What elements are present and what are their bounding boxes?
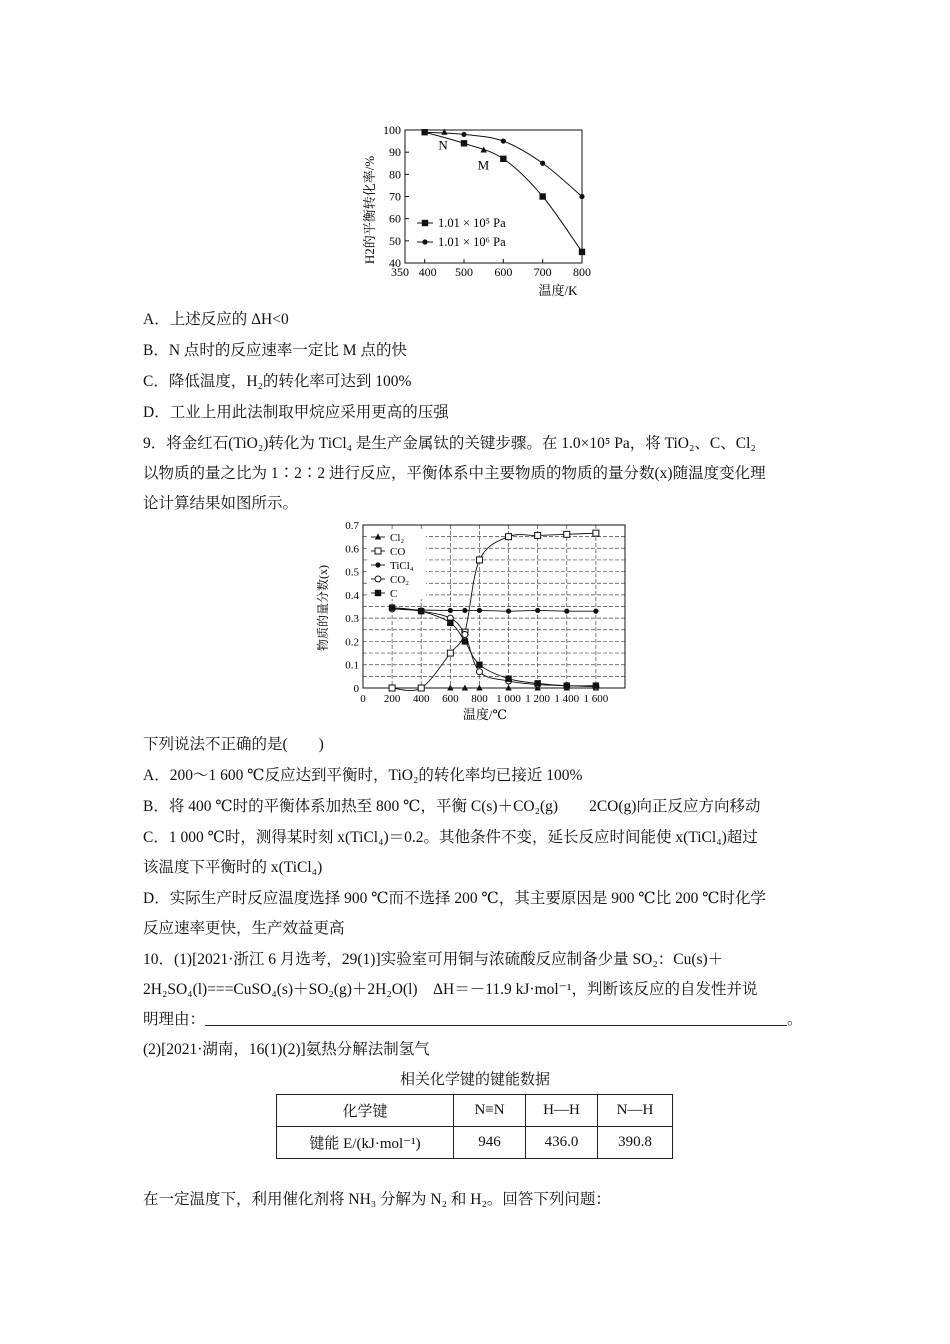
chart2-data-point: [462, 638, 468, 644]
chart2-ytick-label: 0.6: [345, 543, 359, 556]
chart2-legend-marker: [375, 590, 381, 596]
chart2-legend-label: CO₂: [390, 574, 410, 586]
chart2-data-point: [593, 609, 598, 614]
table-cell: 436.0: [526, 1127, 598, 1159]
chart1-ytick-label: 60: [389, 211, 401, 226]
chart1-ytick-label: 80: [389, 167, 401, 182]
q9-option-b: B．将 400 ℃时的平衡体系加热至 800 ℃，平衡 C(s)＋CO₂(g) 2CO(g)向正反应方向移动: [143, 798, 761, 815]
chart2-xtick-label: 1 000: [496, 693, 521, 705]
chart2-ytick-label: 0.2: [345, 636, 359, 649]
chart1-ytick-label: 70: [389, 189, 401, 204]
chart2-data-point: [418, 685, 424, 691]
chart2-data-point: [564, 682, 570, 688]
chart2-ylabel: 物质的量分数(x): [316, 565, 330, 651]
chart1-triangle-point: [480, 146, 486, 152]
q9-option-c-line2: 该温度下平衡时的 x(TiCl₄): [143, 859, 323, 876]
table-caption: 相关化学键的键能数据: [399, 1072, 550, 1088]
chart2-legend: [368, 529, 426, 600]
q9-option-d-line1: D．实际生产时反应温度选择 900 ℃而不选择 200 ℃，其主要原因是 900 ℃比 200 ℃时化学: [143, 890, 767, 907]
chart2-ytick-label: 0.4: [345, 589, 359, 602]
table-header-cell: N≡N: [454, 1095, 526, 1127]
q10-final-line: 在一定温度下，利用催化剂将 NH₃ 分解为 N₂ 和 H₂。回答下列问题：: [143, 1191, 611, 1208]
chart2-data-point: [418, 608, 424, 614]
chart1-data-point: [579, 194, 584, 199]
chart2-legend-label: C: [390, 588, 398, 600]
chart1-legend-marker: [422, 239, 427, 244]
chart1-data-point: [461, 140, 467, 146]
chart2-xtick-label: 1 400: [554, 693, 580, 705]
chart2-xtick-label: 0: [360, 693, 366, 705]
table-header-cell: N—H: [598, 1095, 673, 1127]
q9-option-c-line1: C．1 000 ℃时，测得某时刻 x(TiCl₄)＝0.2。其他条件不变，延长反应时间能使 x(TiCl₄)超过: [143, 829, 758, 846]
chart2-data-point: [535, 608, 540, 613]
q8-option-d: D．工业上用此法制取甲烷应采用更高的压强: [143, 404, 449, 421]
chart2-xtick-label: 200: [383, 693, 401, 705]
chart1-xtick-label: 400: [418, 265, 437, 279]
chart1-xtick-label: 500: [455, 265, 473, 279]
chart2-legend-marker: [375, 548, 381, 554]
chart2-legend-marker: [375, 576, 381, 582]
table-header-row: [277, 1095, 673, 1127]
chart2-xtick-label: 600: [442, 693, 459, 705]
q10-reason-label: 明理由：: [143, 1011, 206, 1028]
chart1-data-point: [540, 161, 545, 166]
chart2-data-point: [462, 608, 467, 613]
table-cell: 390.8: [598, 1127, 673, 1159]
conversion-rate-chart: [350, 115, 600, 305]
table-cell: 键能 E/(kJ·mol⁻¹): [277, 1127, 454, 1159]
q10-line3: [143, 1010, 803, 1030]
chart1-data-point: [501, 138, 506, 143]
q9-option-a: A．200～1 600 ℃反应达到平衡时，TiO₂的转化率均已接近 100%: [143, 767, 583, 784]
chart2-data-point: [593, 530, 599, 536]
chart1-data-point: [500, 156, 506, 162]
chart2-data-point: [448, 608, 453, 613]
chart2-data-point: [593, 682, 599, 688]
chart2-legend-label: Cl₂: [390, 532, 405, 544]
q10-line3-end: 。: [787, 1011, 803, 1028]
chart1-data-point: [539, 193, 545, 199]
chart2-data-point: [564, 609, 569, 614]
mole-fraction-chart: [315, 515, 645, 725]
chart1-data-point: [579, 249, 585, 255]
chart1-data-point: [422, 130, 427, 135]
chart1-xtick-label: 350: [391, 265, 409, 279]
chart1-point-label: N: [438, 137, 448, 153]
table-header-cell: H—H: [526, 1095, 598, 1127]
chart1-ytick-label: 50: [389, 233, 401, 248]
chart2-data-point: [534, 680, 540, 686]
q10-line1: 10．(1)[2021·浙江 6 月选考，29(1)]实验室可用铜与浓硫酸反应制备少量 SO₂：Cu(s)＋: [143, 951, 724, 968]
chart2-xtick-label: 1 600: [583, 693, 609, 705]
q9-stem-line3: 论计算结果如图所示。: [143, 495, 299, 512]
chart1-ytick-label: 90: [389, 145, 401, 160]
chart2-ytick-label: 0.1: [345, 659, 359, 672]
q8-option-c: C．降低温度，H₂的转化率可达到 100%: [143, 373, 412, 390]
chart2-data-point: [506, 609, 511, 614]
chart2-data-point: [447, 650, 453, 656]
q8-option-b: B．N 点时的反应速率一定比 M 点的快: [143, 342, 407, 359]
chart2-data-point: [447, 620, 453, 626]
chart2-ytick-label: 0.5: [345, 566, 359, 579]
chart2-data-point: [506, 534, 512, 540]
chart2-legend-label: TiCl₄: [390, 560, 414, 572]
chart2-data-point: [476, 669, 482, 675]
chart1-xtick-label: 700: [533, 265, 552, 279]
chart2-ytick-label: 0.3: [345, 613, 359, 626]
chart1-point-label: M: [477, 157, 490, 173]
chart1-axes: [383, 123, 591, 279]
chart2-data-point: [535, 532, 541, 538]
q9-prompt: 下列说法不正确的是( ): [143, 736, 324, 753]
chart1-legend-marker: [422, 220, 428, 226]
chart2-ytick-label: 0.7: [345, 520, 359, 532]
chart2-ytick-label: 0: [353, 683, 359, 695]
chart1-legend-label: 1.01 × 10⁵ Pa: [438, 216, 506, 230]
chart1-data-point: [461, 132, 466, 137]
chart2-xlabel: 温度/℃: [462, 707, 508, 722]
chart2-legend-marker: [375, 562, 380, 567]
chart2-data-point: [505, 675, 511, 681]
chart2-legend-label: CO: [390, 546, 406, 558]
chart2-series-line: [392, 609, 596, 687]
q9-stem-line2: 以物质的量之比为 1∶2∶2 进行反应，平衡体系中主要物质的物质的量分数(x)随温度变化理: [143, 465, 766, 482]
table-header-cell: 化学键: [277, 1095, 454, 1127]
chart2-data-point: [477, 608, 482, 613]
q10-part2: (2)[2021·湖南，16(1)(2)]氨热分解法制氢气: [143, 1041, 430, 1058]
table-cell: 946: [454, 1127, 526, 1159]
chart1-xlabel: 温度/K: [538, 283, 578, 298]
chart1-xtick-label: 800: [573, 265, 591, 279]
chart2-data-point: [389, 685, 395, 691]
chart2-data-point: [462, 631, 468, 637]
table-row: [277, 1127, 673, 1159]
chart2-data-point: [389, 604, 395, 610]
q10-line2: 2H₂SO₄(l)===CuSO₄(s)＋SO₂(g)＋2H₂O(l) ΔH＝－11.9 kJ·mol⁻¹，判断该反应的自发性并说: [143, 981, 758, 998]
chart1-xtick-label: 600: [494, 265, 513, 279]
chart2-data-point: [476, 557, 482, 563]
chart2-xtick-label: 400: [412, 693, 430, 705]
chart2-data-point: [476, 662, 482, 668]
q8-option-a: A．上述反应的 ΔH<0: [143, 311, 289, 328]
answer-blank[interactable]: [205, 1011, 787, 1026]
chart1-ytick-label: 40: [389, 256, 401, 270]
chart1-marks: [417, 129, 585, 255]
q9-stem-line1: 9．将金红石(TiO₂)转化为 TiCl₄ 是生产金属钛的关键步骤。在 1.0×10⁵ Pa，将 TiO₂、C、Cl₂: [143, 435, 756, 452]
chart1-ylabel: H2的平衡转化率/%: [362, 155, 377, 265]
q9-option-d-line2: 反应速率更快，生产效益更高: [143, 920, 345, 937]
chart1-legend-label: 1.01 × 10⁶ Pa: [438, 235, 506, 249]
bond-energy-table: [276, 1094, 673, 1159]
chart2-xtick-label: 800: [471, 693, 488, 705]
chart1-series-line: [425, 132, 582, 252]
chart2-xtick-label: 1 200: [525, 693, 551, 705]
chart2-data-point: [564, 531, 570, 537]
chart1-ytick-label: 100: [383, 123, 401, 137]
chart2-series-line: [392, 608, 596, 686]
